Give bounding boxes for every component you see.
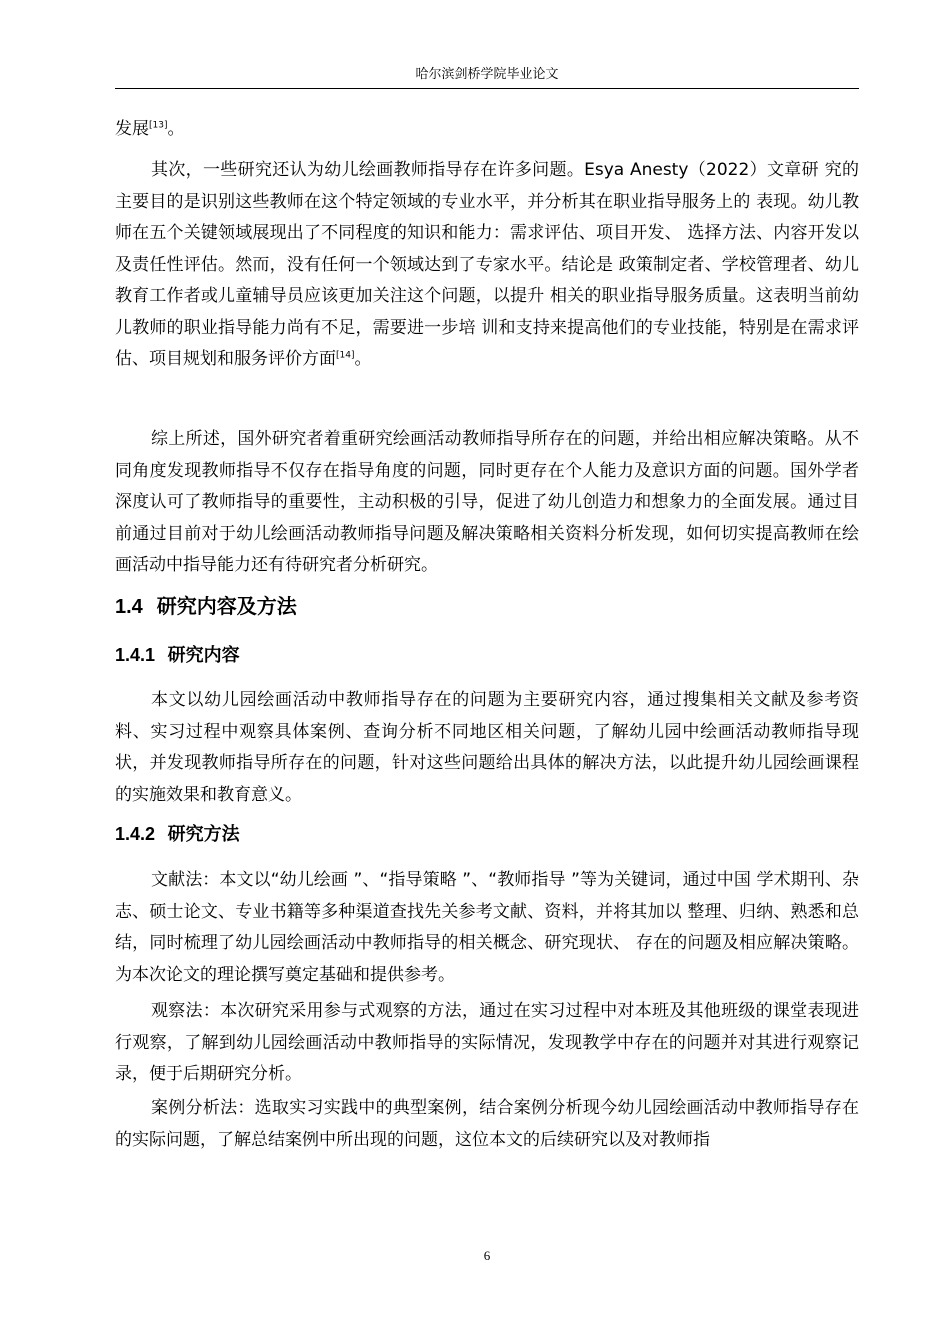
section-number: 1.4.2: [115, 824, 156, 844]
section-heading-1-4-1: [115, 642, 240, 669]
paragraph-summary: 综上所述，国外研究者着重研究绘画活动教师指导所存在的问题，并给出相应解决策略。从不同角度发现教师指导不仅存在指导角度的问题，同时更存在个人能力及意识方面的问题。国外学者深度认可了教师指导的重要性，主动积极的引导，促进了幼儿创造力和想象力的全面发展。通过目前通过目前对于幼儿绘画活动教师指导问题及解决策略相关资料分析发现，如何切实提高教师在绘画活动中指导能力还有待研究者分析研究。: [115, 429, 859, 575]
paragraph-literature-method: 文献法：本文以“幼儿绘画 ”、“指导策略 ”、“教师指导 ”等为关键词，通过中国 学术期刊、杂志、硕士论文、专业书籍等多种渠道查找先关参考文献、资料，并将其加以 整理、归纳、熟悉和总结，同时梳理了幼儿园绘画活动中教师指导的相关概念、研究现状、 存在的问题及相应解决策略。为本次论文的理论撰写奠定基础和提供参考。: [115, 870, 859, 985]
paragraph-text: 发展: [115, 119, 149, 139]
paragraph-research-content: 本文以幼儿园绘画活动中教师指导存在的问题为主要研究内容，通过搜集相关文献及参考资料、实习过程中观察具体案例、查询分析不同地区相关问题，了解幼儿园中绘画活动教师指导现状，并发现教师指导所存在的问题，针对这些问题给出具体的解决方法，以此提升幼儿园绘画课程的实施效果和教育意义。: [115, 690, 859, 805]
paragraph-tail: 。: [354, 349, 372, 369]
section-heading-1-4: [115, 592, 297, 621]
section-heading-1-4-2: [115, 821, 240, 848]
paragraph-text: 其次，一些研究还认为幼儿绘画教师指导存在许多问题。Esya Anesty（2022）文章研 究的主要目的是识别这些教师在这个特定领域的专业水平，并分析其在职业指导服务上的 表现。幼儿教师在五个关键领域展现出了不同程度的知识和能力：需求评估、项目开发、 选择方法、内容开发以及责任性评估。然而，没有任何一个领域达到了专家水平。结论是 政策制定者、学校管理者、幼儿教育工作者或儿童辅导员应该更加关注这个问题，以提升 相关的职业指导服务质量。这表明当前幼儿教师的职业指导能力尚有不足，需要进一步培 训和支持来提高他们的专业技能，特别是在需求评估、项目规划和服务评价方面: [115, 160, 859, 369]
running-header: 哈尔滨剑桥学院毕业论文: [415, 67, 559, 82]
section-number: 1.4: [115, 596, 143, 618]
section-number: 1.4.1: [115, 645, 156, 665]
paragraph-observation-method: 观察法：本次研究采用参与式观察的方法，通过在实习过程中对本班及其他班级的课堂表现进行观察，了解到幼儿园绘画活动中教师指导的实际情况，发现教学中存在的问题并对其进行观察记录，便于后期研究分析。: [115, 1001, 859, 1084]
paragraph-case-analysis-method: 案例分析法：选取实习实践中的典型案例，结合案例分析现今幼儿园绘画活动中教师指导存在的实际问题，了解总结案例中所出现的问题，这位本文的后续研究以及对教师指: [115, 1098, 859, 1150]
paragraph-continuation: [115, 114, 859, 146]
paragraph-tail: 。: [167, 119, 185, 139]
citation-marker: [13]: [149, 120, 168, 131]
citation-marker: [14]: [336, 350, 355, 361]
section-title: 研究内容: [167, 645, 240, 666]
header-divider: [115, 88, 859, 89]
section-title: 研究方法: [167, 824, 240, 845]
section-title: 研究内容及方法: [156, 594, 297, 618]
page-number: 6: [483, 1248, 491, 1263]
paragraph-esya-anesty: [115, 155, 859, 376]
